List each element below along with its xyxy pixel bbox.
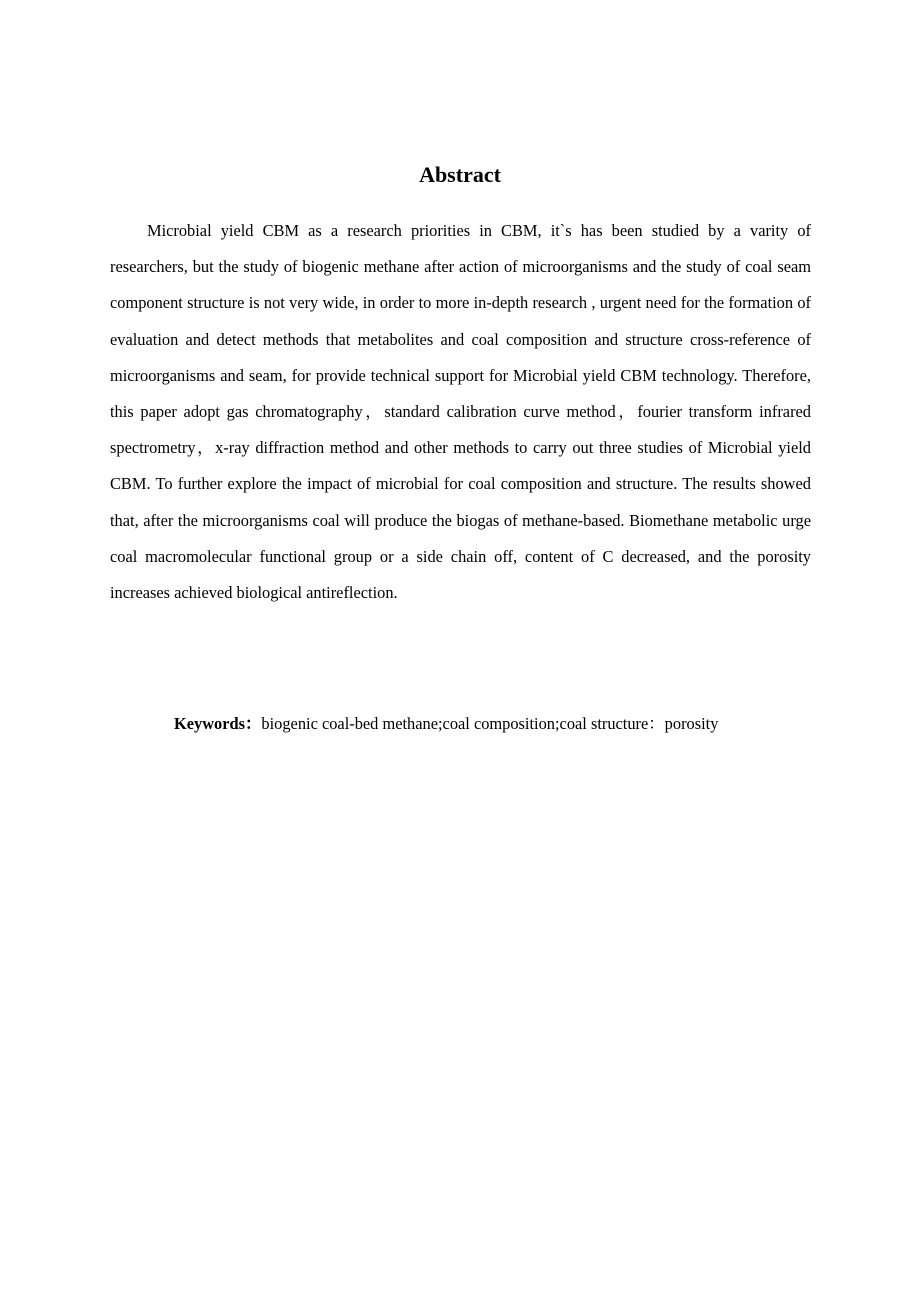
keywords-label: Keywords： [174,714,262,733]
keywords-text: biogenic coal-bed methane;coal composition;coal structure：porosity [261,714,719,733]
abstract-paragraph: Microbial yield CBM as a research priorities in CBM, it`s has been studied by a varity of researchers, but the study of biogenic methane after action of microorganisms and the study of coal seam component structure is not very wide, in order to more in-depth research , urgent need for the formation of evaluation and detect methods that metabolites and coal composition and structure cross-reference of microorganisms and seam, for provide technical support for Microbial yield CBM technology. Therefore, this paper adopt gas chromatography，standard calibration curve method，fourier transform infrared spectrometry，x-ray diffraction method and other methods to carry out three studies of Microbial yield CBM. To further explore the impact of microbial for coal composition and structure. The results showed that, after the microorganisms coal will produce the biogas of methane-based. Biomethane metabolic urge coal macromolecular functional group or a side chain off, content of C decreased, and the porosity increases achieved biological antireflection. [110,221,811,603]
abstract-title: Abstract [419,162,501,187]
keywords-line [174,709,814,739]
